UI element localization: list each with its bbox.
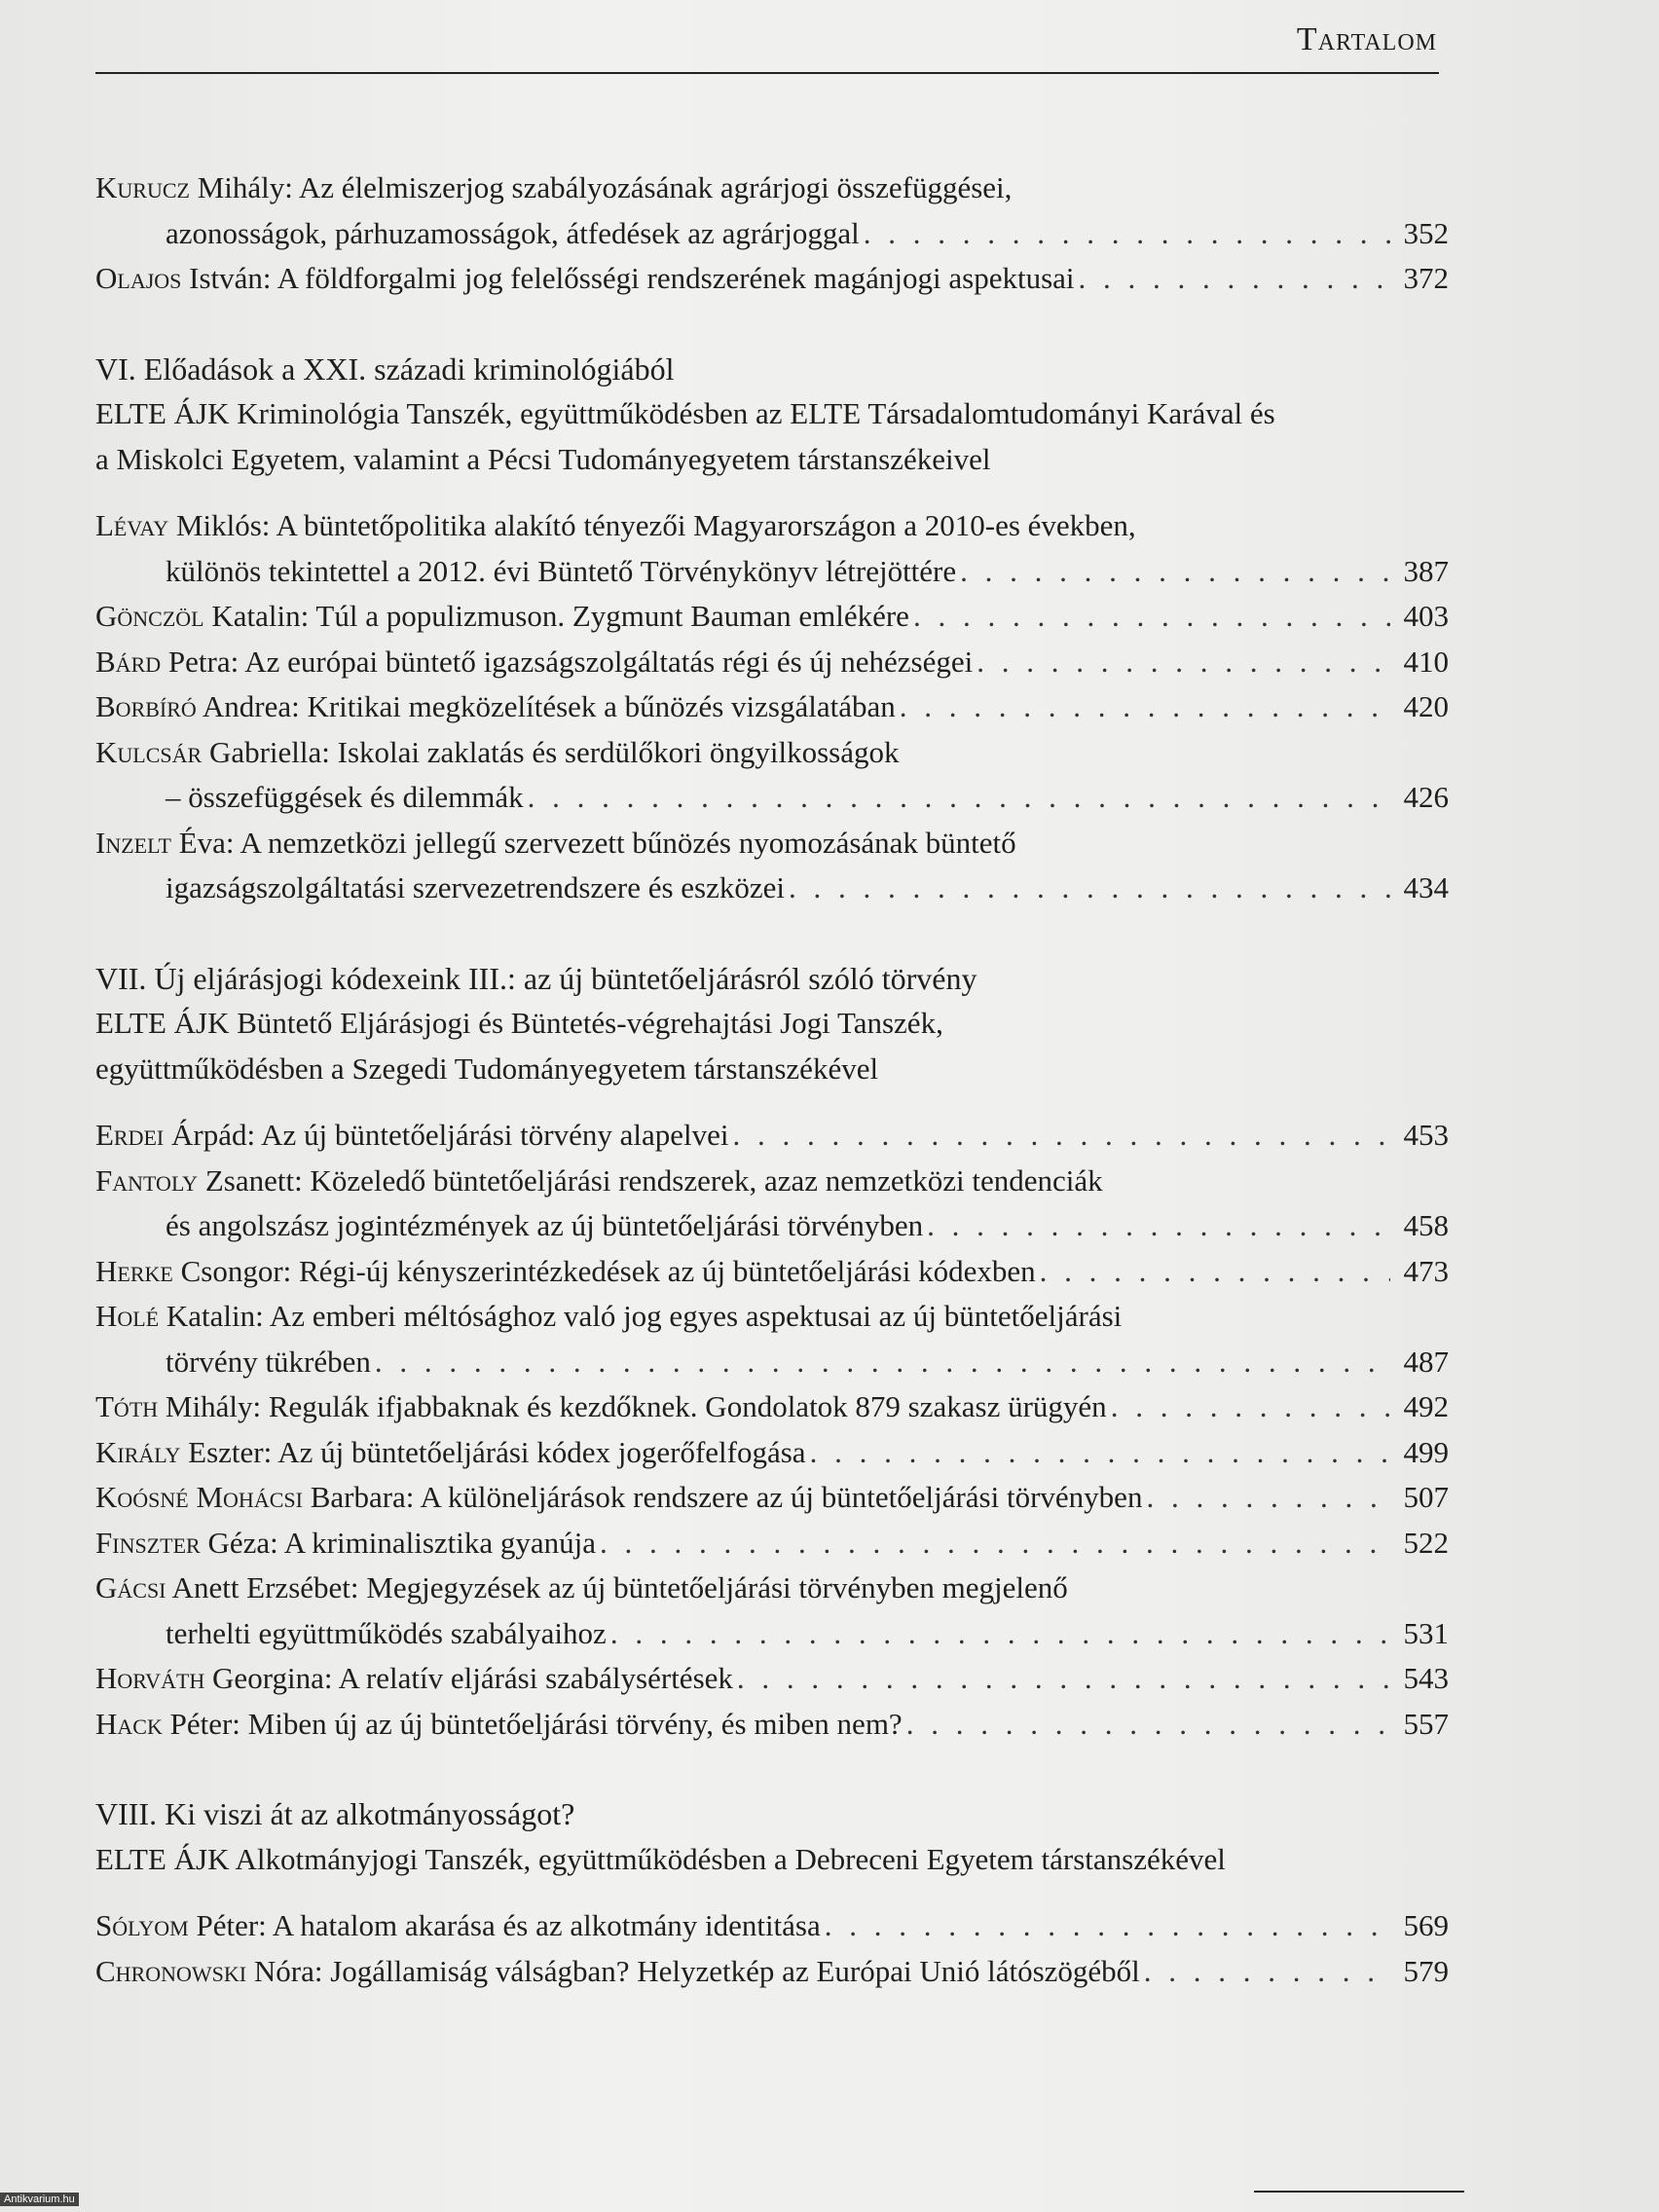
- author-name: Király: [95, 1434, 181, 1469]
- dot-leader: [864, 211, 1390, 257]
- dot-leader: [825, 1903, 1390, 1949]
- entry-title-continued: – összefüggések és dilemmák: [166, 780, 524, 814]
- toc-entry: [95, 503, 1449, 594]
- toc-entry: [95, 594, 1449, 640]
- entry-title: Mihály: Az élelmiszerjog szabályozásának agrárjogi összefüggései,: [189, 170, 1013, 204]
- toc-entry: [95, 1294, 1449, 1384]
- toc-entry: [95, 640, 1449, 685]
- entry-title-continued: terhelti együttműködés szabályaihoz: [166, 1615, 607, 1650]
- author-name: Sólyom: [95, 1908, 189, 1942]
- entry-title: Géza: A kriminalisztika gyanúja: [200, 1525, 597, 1560]
- page-number: 557: [1403, 1706, 1449, 1741]
- page-number: 499: [1403, 1434, 1449, 1469]
- entry-title: Árpád: Az új büntetőeljárási törvény alapelvei: [164, 1118, 729, 1152]
- section-subtitle: a Miskolci Egyetem, valamint a Pécsi Tudományegyetem társtanszékeivel: [95, 441, 991, 476]
- dot-leader: [528, 775, 1390, 821]
- page-number: 352: [1403, 215, 1449, 250]
- entry-title: Mihály: Regulák ifjabbaknak és kezdőknek. Gondolatok 879 szakasz ürügyén: [158, 1389, 1107, 1423]
- dot-leader: [927, 1203, 1390, 1249]
- dot-leader: [906, 1702, 1390, 1748]
- page-number: 403: [1403, 599, 1449, 633]
- entry-title-continued: különös tekintettel a 2012. évi Büntető Törvénykönyv létrejöttére: [166, 553, 957, 588]
- toc-entry: [95, 1430, 1449, 1476]
- dot-leader: [900, 684, 1390, 730]
- entry-title: Anett Erzsébet: Megjegyzések az új büntetőeljárási törvényben megjelenő: [166, 1570, 1068, 1604]
- entry-title: Katalin: Túl a populizmuson. Zygmunt Bauman emlékére: [203, 599, 909, 633]
- page-number: 487: [1403, 1344, 1449, 1379]
- section-subtitle: ELTE ÁJK Kriminológia Tanszék, együttműködésben az ELTE Társadalomtudományi Karával és: [95, 396, 1275, 430]
- running-header: Tartalom: [1296, 21, 1437, 57]
- page-number: 458: [1403, 1208, 1449, 1242]
- author-name: Olajos: [95, 261, 182, 295]
- entry-title: Miklós: A büntetőpolitika alakító tényezői Magyarországon a 2010-es években,: [168, 508, 1136, 542]
- section-heading-block: [95, 956, 1449, 1092]
- entry-title-continued: igazságszolgáltatási szervezetrendszere és eszközei: [166, 870, 786, 904]
- author-name: Koósné Mohácsi: [95, 1480, 303, 1514]
- entry-title: Andrea: Kritikai megközelítések a bűnözés vizsgálatában: [196, 689, 896, 723]
- entry-title: Csongor: Régi-új kényszerintézkedések az új büntetőeljárási kódexben: [172, 1253, 1036, 1288]
- dot-leader: [737, 1656, 1390, 1702]
- page-number: 387: [1403, 553, 1449, 588]
- toc-entry: [95, 1702, 1449, 1748]
- dot-leader: [732, 1113, 1390, 1159]
- author-name: Inzelt: [95, 825, 171, 860]
- section-heading-block: [95, 1791, 1449, 1882]
- entry-title: Georgina: A relatív eljárási szabálysértések: [204, 1661, 733, 1695]
- toc-entry: [95, 166, 1449, 256]
- section-title: VIII. Ki viszi át az alkotmányosságot?: [95, 1796, 575, 1831]
- entry-title: Petra: Az európai büntető igazságszolgáltatás régi és új nehézségei: [161, 644, 974, 679]
- dot-leader: [600, 1521, 1390, 1567]
- author-name: Tóth: [95, 1389, 159, 1423]
- author-name: Gácsi: [95, 1570, 166, 1604]
- page-number: 569: [1403, 1908, 1449, 1942]
- dot-leader: [1146, 1475, 1390, 1521]
- dot-leader: [1144, 1949, 1390, 1995]
- page-number: 492: [1403, 1389, 1449, 1423]
- entry-title: Eszter: Az új büntetőeljárási kódex jogerőfelfogása: [180, 1434, 806, 1469]
- toc-entry: [95, 684, 1449, 730]
- author-name: Chronowski: [95, 1953, 247, 1988]
- page-number: 507: [1403, 1480, 1449, 1514]
- section-heading-block: [95, 347, 1449, 483]
- author-name: Horváth: [95, 1661, 205, 1695]
- dot-leader: [977, 640, 1390, 685]
- page-number: 410: [1403, 644, 1449, 679]
- entry-title: Péter: Miben új az új büntetőeljárási törvény, és miben nem?: [162, 1706, 903, 1741]
- page-number: 543: [1403, 1661, 1449, 1695]
- page-number: 420: [1403, 689, 1449, 723]
- dot-leader: [1111, 1384, 1390, 1430]
- toc-entry: [95, 1566, 1449, 1656]
- dot-leader: [960, 549, 1390, 595]
- toc-entry: [95, 821, 1449, 911]
- page-number: 531: [1403, 1615, 1449, 1650]
- author-name: Herke: [95, 1253, 173, 1288]
- author-name: Finszter: [95, 1525, 201, 1560]
- entry-title: Péter: A hatalom akarása és az alkotmány identitása: [188, 1908, 821, 1942]
- toc-entry: [95, 730, 1449, 821]
- table-of-contents: [95, 166, 1449, 1994]
- dot-leader: [913, 594, 1390, 640]
- page-number: 453: [1403, 1118, 1449, 1152]
- dot-leader: [375, 1340, 1390, 1385]
- author-name: Fantoly: [95, 1162, 199, 1198]
- dot-leader: [789, 866, 1390, 911]
- entry-title: István: A földforgalmi jog felelősségi rendszerének magánjogi aspektusai: [181, 261, 1075, 295]
- author-name: Gönczöl: [95, 599, 204, 633]
- author-name: Holé: [95, 1299, 160, 1333]
- author-name: Lévay: [95, 508, 169, 542]
- entry-title: Nóra: Jogállamiság válságban? Helyzetkép az Európai Unió látószögéből: [246, 1953, 1140, 1988]
- author-name: Bárd: [95, 644, 162, 679]
- dot-leader: [610, 1611, 1390, 1657]
- author-name: Kulcsár: [95, 734, 203, 769]
- entry-title-continued: és angolszász jogintézmények az új büntetőeljárási törvényben: [166, 1208, 924, 1242]
- watermark-brand: Antikvarium.hu: [0, 2193, 79, 2206]
- toc-entry: [95, 1656, 1449, 1702]
- page-number: 434: [1403, 870, 1449, 904]
- toc-entry: [95, 1384, 1449, 1430]
- toc-entry: [95, 1249, 1449, 1295]
- section-title: VII. Új eljárásjogi kódexeink III.: az új büntetőeljárásról szóló törvény: [95, 960, 977, 996]
- toc-entry: [95, 1113, 1449, 1159]
- entry-title-continued: azonosságok, párhuzamosságok, átfedések az agrárjoggal: [166, 215, 860, 250]
- page-number: 426: [1403, 780, 1449, 814]
- page-number: 579: [1403, 1953, 1449, 1988]
- entry-title: Barbara: A különeljárások rendszere az új büntetőeljárási törvényben: [302, 1480, 1143, 1514]
- section-subtitle: együttműködésben a Szegedi Tudományegyetem társtanszékével: [95, 1051, 879, 1086]
- entry-title: Gabriella: Iskolai zaklatás és serdülőkori öngyilkosságok: [202, 734, 900, 769]
- author-name: Hack: [95, 1706, 163, 1741]
- page-number: 522: [1403, 1525, 1449, 1560]
- dot-leader: [810, 1430, 1390, 1476]
- entry-title: Katalin: Az emberi méltósághoz való jog egyes aspektusai az új büntetőeljárási: [159, 1299, 1123, 1333]
- dot-leader: [1040, 1249, 1390, 1295]
- toc-entry: [95, 1159, 1449, 1249]
- toc-entry: [95, 1949, 1449, 1995]
- section-subtitle: ELTE ÁJK Alkotmányjogi Tanszék, együttműködésben a Debreceni Egyetem társtanszékével: [95, 1841, 1226, 1876]
- author-name: Kurucz: [95, 170, 190, 204]
- entry-title-continued: törvény tükrében: [166, 1344, 371, 1379]
- section-subtitle: ELTE ÁJK Büntető Eljárásjogi és Büntetés-végrehajtási Jogi Tanszék,: [95, 1006, 943, 1040]
- entry-title: Éva: A nemzetközi jellegű szervezett bűnözés nyomozásának büntető: [170, 825, 1016, 860]
- page-number: 473: [1403, 1253, 1449, 1288]
- section-title: VI. Előadások a XXI. századi kriminológiából: [95, 350, 675, 387]
- author-name: Borbíró: [95, 689, 197, 723]
- entry-title: Zsanett: Közeledő büntetőeljárási rendszerek, azaz nemzetközi tendenciák: [198, 1162, 1103, 1198]
- footer-rule: [1254, 2191, 1464, 2193]
- author-name: Erdei: [95, 1118, 165, 1152]
- toc-entry: [95, 256, 1449, 302]
- toc-entry: [95, 1475, 1449, 1521]
- page-number: 372: [1403, 261, 1449, 295]
- toc-entry: [95, 1521, 1449, 1567]
- dot-leader: [1079, 256, 1390, 302]
- toc-entry: [95, 1903, 1449, 1949]
- header-rule: [95, 72, 1439, 74]
